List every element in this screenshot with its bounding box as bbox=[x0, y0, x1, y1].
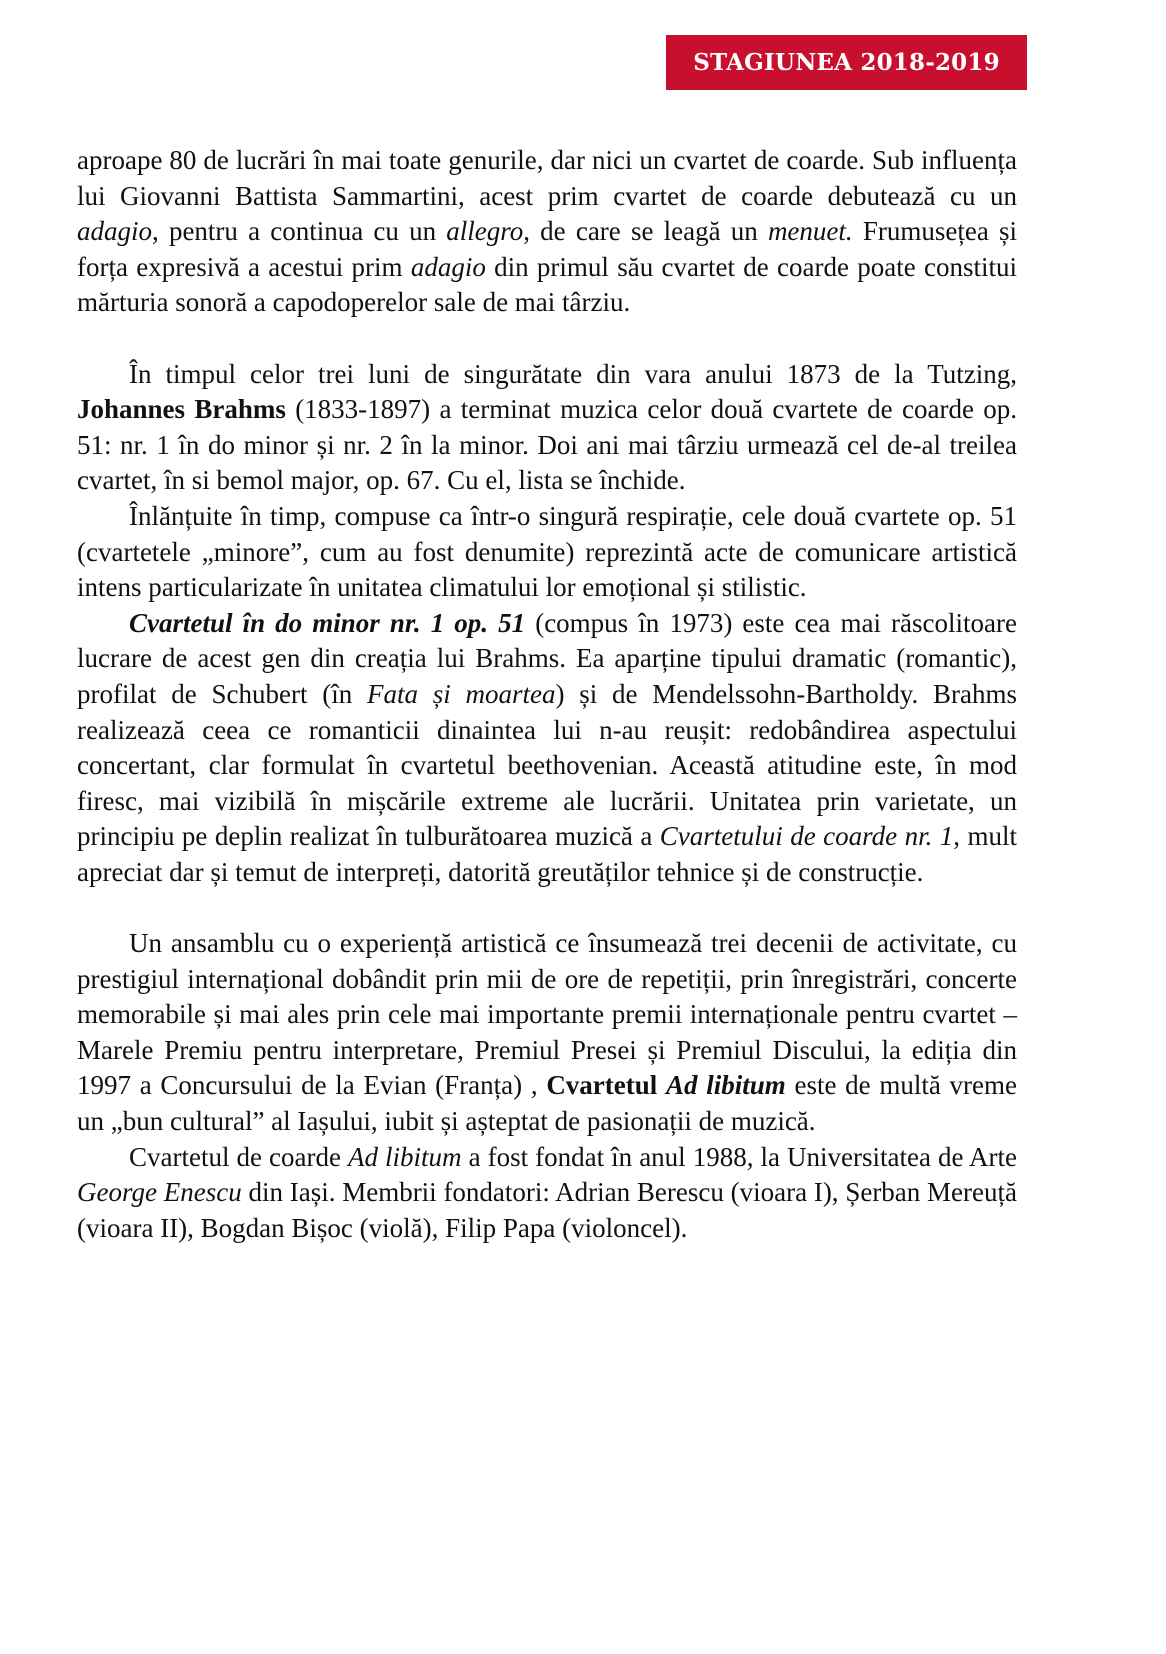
paragraph-quartet-c-minor bbox=[77, 606, 1017, 891]
text: din Iași. Membrii fondatori: Adrian Berescu (vioara I), Șerban Mereuță (vioara II), Bogdan Bișoc (violă), Filip Papa (violoncel). bbox=[77, 1177, 1017, 1243]
italic-title: Cvartetului de coarde nr. 1 bbox=[659, 821, 954, 852]
text: , pentru a continua cu un bbox=[152, 216, 447, 247]
paragraph-op51 bbox=[77, 499, 1017, 606]
text: Frumusețea și forța expresivă a acestui prim bbox=[77, 216, 1017, 282]
work-title: Cvartetul în do minor nr. 1 op. 51 bbox=[129, 607, 526, 638]
text: ) și de Mendelssohn-Bartholdy. Brahms realizează ceea ce romanticii dinaintea lui n-au reușit: redobândirea aspectului concertant, clar formulat în cvartetul beethovenian. Această atitudine este, în mod firesc, mai vizibilă în mișcările extreme ale lucrării. Unitatea prin varietate, un principiu pe deplin realizat în tulburătoarea muzică a bbox=[77, 678, 1017, 852]
paragraph-haydn-first-quartet bbox=[77, 143, 1017, 321]
italic-term: allegro bbox=[446, 216, 524, 247]
text: , mult apreciat dar și temut de interpreți, datorită greutăților tehnice și de construcție. bbox=[77, 821, 1017, 887]
text: , de care se leagă un bbox=[523, 216, 768, 247]
text: Cvartetul de coarde bbox=[129, 1141, 349, 1172]
text: (compus în 1973) este cea mai răscolitoare lucrare de acest gen din creația lui Brahms. Ea aparține tipului dramatic (romantic), profilat de Schubert (în bbox=[77, 607, 1017, 709]
paragraph-brahms-intro bbox=[77, 357, 1017, 499]
article-body bbox=[77, 143, 1017, 1246]
italic-term: Ad libitum bbox=[348, 1141, 462, 1172]
paragraph-founding bbox=[77, 1140, 1017, 1247]
text: a fost fondat în anul 1988, la Universitatea de Arte bbox=[461, 1141, 1018, 1172]
italic-term: George Enescu bbox=[77, 1177, 242, 1208]
season-banner bbox=[666, 35, 1027, 90]
text: Înlănțuite în timp, compuse ca într-o singură respirație, cele două cvartete op. 51 (cvartetele „minore”, cum au fost denumite) reprezintă acte de comunicare artistică intens particularizate în unitatea climatului lor emoțional și stilistic. bbox=[77, 500, 1017, 603]
paragraph-spacer bbox=[77, 890, 1017, 926]
text: Un ansamblu cu o experiență artistică ce însumează trei decenii de activitate, cu prestigiul internațional dobândit prin mii de ore de repetiții, prin înregistrări, concerte memorabile și mai ales prin cele mai importante premii internaționale pentru cvartet – Marele Premiu pentru interpretare, Premiul Presei și Premiul Discului, la ediția din 1997 a Concursului de la Evian (Franța) , bbox=[77, 928, 1017, 1101]
composer-name: Johannes Brahms bbox=[77, 394, 286, 425]
paragraph-ensemble bbox=[77, 926, 1017, 1140]
text: (1833-1897) a terminat muzica celor două cvartete de coarde op. 51: nr. 1 în do minor și nr. 2 în la minor. Doi ani mai târziu urmează cel de-al treilea cvartet, în si bemol major, op. 67. Cu el, lista se închide. bbox=[77, 394, 1017, 496]
season-label: STAGIUNEA 2018-2019 bbox=[693, 49, 1000, 76]
ensemble-name: Cvartetul bbox=[546, 1070, 666, 1101]
text: este de multă vreme un „bun cultural” al Iașului, iubit și așteptat de pasionații de muzică. bbox=[77, 1070, 1017, 1137]
italic-term: menuet. bbox=[767, 216, 853, 247]
text: aproape 80 de lucrări în mai toate genurile, dar nici un cvartet de coarde. Sub influența lui Giovanni Battista Sammartini, acest prim cvartet de coarde debutează cu un bbox=[77, 145, 1017, 211]
text: În timpul celor trei luni de singurătate din vara anului 1873 de la Tutzing, bbox=[129, 358, 1017, 389]
italic-term: adagio bbox=[410, 251, 486, 282]
italic-title: Fata și moartea bbox=[366, 678, 556, 709]
paragraph-spacer bbox=[77, 321, 1017, 357]
italic-term: adagio bbox=[77, 216, 153, 247]
text: din primul său cvartet de coarde poate constitui mărturia sonoră a capodoperelor sale de mai târziu. bbox=[77, 251, 1018, 318]
ensemble-name-italic: Ad libitum bbox=[666, 1070, 786, 1101]
